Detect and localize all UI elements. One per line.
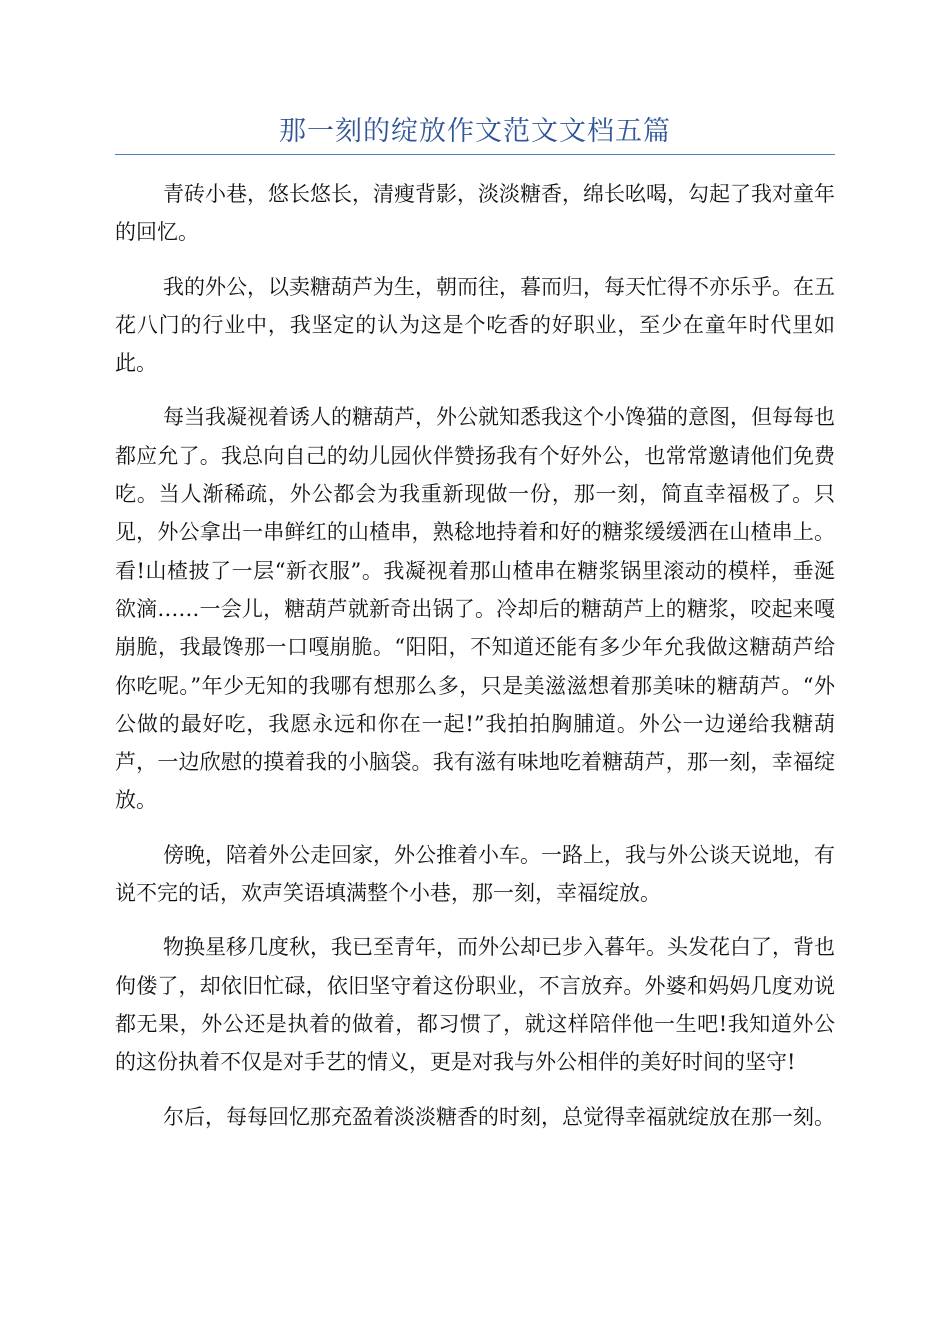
paragraph-4: 傍晚，陪着外公走回家，外公推着小车。一路上，我与外公谈天说地，有说不完的话，欢声笑语填满整个小巷，那一刻，幸福绽放。 — [115, 842, 835, 906]
paragraph-5: 物换星移几度秋，我已至青年，而外公却已步入暮年。头发花白了，背也佝偻了，却依旧忙碌，依旧坚守着这份职业，不言放弃。外婆和妈妈几度劝说都无果，外公还是执着的做着，都习惯了，就这样陪伴他一生吧!我知道外公的这份执着不仅是对手艺的情义，更是对我与外公相伴的美好时间的坚守! — [115, 935, 835, 1075]
document-title: 那一刻的绽放作文范文文档五篇 — [279, 116, 671, 147]
paragraph-1: 青砖小巷，悠长悠长，清瘦背影，淡淡糖香，绵长吆喝，勾起了我对童年的回忆。 — [115, 182, 835, 245]
paragraph-3: 每当我凝视着诱人的糖葫芦，外公就知悉我这个小馋猫的意图，但每每也都应允了。我总向自己的幼儿园伙伴赞扬我有个好外公，也常常邀请他们免费吃。当人渐稀疏，外公都会为我重新现做一份，那一刻，简直幸福极了。只见，外公拿出一串鲜红的山楂串，熟稔地持着和好的糖浆缓缓洒在山楂串上。看!山楂披了一层“新衣服”。我凝视着那山楂串在糖浆锅里滚动的模样，垂涎欲滴……一会儿，糖葫芦就新奇出锅了。冷却后的糖葫芦上的糖浆，咬起来嘎崩脆，我最馋那一口嘎崩脆。“阳阳，不知道还能有多少年允我做这糖葫芦给你吃呢。”年少无知的我哪有想那么多，只是美滋滋想着那美味的糖葫芦。“外公做的最好吃，我愿永远和你在一起!”我拍拍胸脯道。外公一边递给我糖葫芦，一边欣慰的摸着我的小脑袋。我有滋有味地吃着糖葫芦，那一刻，幸福绽放。 — [115, 405, 835, 813]
paragraph-2: 我的外公，以卖糖葫芦为生，朝而往，暮而归，每天忙得不亦乐乎。在五花八门的行业中，我坚定的认为这是个吃香的好职业，至少在童年时代里如此。 — [115, 274, 835, 376]
title-underline — [115, 154, 835, 155]
paragraph-6: 尔后，每每回忆那充盈着淡淡糖香的时刻，总觉得幸福就绽放在那一刻。 — [163, 1104, 835, 1129]
document-body — [115, 175, 835, 1152]
